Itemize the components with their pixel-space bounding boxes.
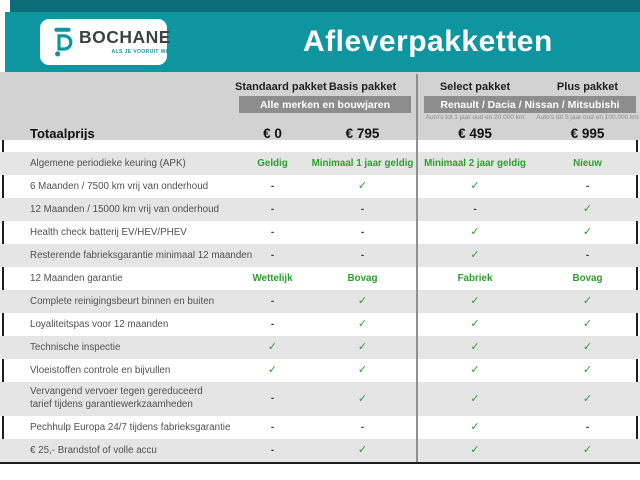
column-header-plus: Plus pakket — [556, 80, 619, 93]
cell-standaard: - — [270, 444, 275, 456]
row-label: 12 Maanden / 15000 km vrij van onderhoud — [30, 204, 219, 215]
page-title: Afleverpakketten — [303, 25, 553, 58]
total-price-label: Totaalprijs — [30, 125, 95, 141]
cell-plus: - — [585, 180, 590, 192]
cell-plus: - — [585, 421, 590, 433]
table-row — [0, 290, 640, 313]
cell-select: ✓ — [470, 364, 480, 376]
cell-basis: ✓ — [357, 180, 368, 192]
cell-basis: ✓ — [357, 341, 368, 353]
cell-select: Minimaal 2 jaar geldig — [424, 158, 526, 169]
cell-plus: ✓ — [582, 203, 593, 215]
cell-select: Fabriek — [457, 273, 493, 284]
feature-table — [0, 152, 640, 462]
cell-plus: ✓ — [582, 341, 593, 353]
cell-basis: ✓ — [357, 392, 368, 405]
cell-standaard: - — [270, 249, 275, 261]
table-row — [0, 198, 640, 221]
packages-sheet — [0, 72, 640, 464]
cell-standaard: Wettelijk — [252, 273, 293, 284]
row-label: 6 Maanden / 7500 km vrij van onderhoud — [30, 181, 209, 192]
cell-select: ✓ — [470, 226, 480, 238]
price-plus: € 995 — [570, 125, 605, 141]
header-top-accent — [10, 0, 640, 12]
note-select-pakket: Auto's tot 1 jaar oud en 20.000 km — [425, 114, 525, 121]
cell-standaard: - — [270, 203, 275, 215]
row-label: Technische inspectie — [30, 342, 121, 353]
row-label: Algemene periodieke keuring (APK) — [30, 158, 186, 169]
header-bar — [5, 12, 640, 72]
cell-basis: Minimaal 1 jaar geldig — [311, 158, 414, 169]
cell-plus: ✓ — [582, 295, 593, 307]
table-row — [0, 313, 640, 336]
table-row — [0, 244, 640, 267]
column-header-standaard: Standaard pakket — [235, 80, 327, 93]
header-table-gap — [0, 140, 640, 152]
cell-plus: Bovag — [572, 273, 603, 284]
table-row — [0, 416, 640, 439]
column-headers — [0, 79, 640, 94]
row-label: 12 Maanden garantie — [30, 273, 123, 284]
table-row — [0, 359, 640, 382]
row-label: Vloeistoffen controle en bijvullen — [30, 365, 171, 376]
cell-basis: - — [360, 203, 365, 215]
row-label: Health check batterij EV/HEV/PHEV — [30, 227, 187, 238]
logo-tagline: ALS JE VOORUIT WIL — [111, 48, 171, 55]
bochane-logo — [40, 19, 171, 65]
cell-basis: ✓ — [357, 364, 368, 376]
table-row — [0, 382, 640, 416]
badge-alle-merken: Alle merken en bouwjaren — [239, 96, 411, 113]
cell-basis: - — [360, 421, 365, 433]
cell-plus: - — [585, 249, 590, 261]
table-bottom-border — [0, 462, 640, 464]
logo-text-block — [79, 29, 171, 55]
cell-basis: - — [360, 249, 365, 261]
cell-plus: ✓ — [582, 226, 593, 238]
table-row — [0, 267, 640, 290]
cell-basis: - — [360, 226, 365, 238]
cell-select: - — [473, 203, 477, 215]
row-label: Pechhulp Europa 24/7 tijdens fabrieksgarantie — [30, 422, 231, 433]
cell-select: ✓ — [470, 318, 480, 330]
packages-header — [0, 72, 640, 140]
brand-badges — [0, 96, 640, 113]
cell-standaard: - — [270, 180, 275, 192]
cell-plus: ✓ — [582, 392, 593, 405]
badge-renault-dacia-nissan-mitsubishi: Renault / Dacia / Nissan / Mitsubishi — [424, 96, 636, 113]
table-row — [0, 175, 640, 198]
row-label: € 25,- Brandstof of volle accu — [30, 445, 157, 456]
table-row — [0, 221, 640, 244]
table-row — [0, 439, 640, 462]
row-label: Complete reinigingsbeurt binnen en buiten — [30, 296, 215, 307]
cell-select: ✓ — [470, 249, 480, 261]
totals-row — [0, 125, 640, 141]
cell-select: ✓ — [470, 180, 480, 192]
cell-standaard: - — [270, 295, 275, 307]
cell-standaard: - — [270, 421, 275, 433]
cell-basis: ✓ — [357, 295, 368, 307]
table-row — [0, 152, 640, 175]
cell-plus: Nieuw — [573, 158, 602, 169]
cell-basis: ✓ — [357, 444, 368, 456]
column-header-select: Select pakket — [439, 80, 511, 93]
cell-basis: ✓ — [357, 318, 368, 330]
cell-standaard: Geldig — [257, 158, 288, 169]
cell-standaard: ✓ — [267, 364, 278, 376]
price-standaard: € 0 — [263, 125, 282, 141]
logo-name: BOCHANE — [79, 27, 171, 48]
cell-select: ✓ — [470, 444, 480, 456]
cell-plus: ✓ — [582, 364, 593, 376]
price-select: € 495 — [458, 125, 492, 141]
cell-basis: Bovag — [347, 273, 378, 284]
bochane-logo-icon — [52, 26, 73, 58]
cell-standaard: ✓ — [267, 341, 278, 353]
note-plus-pakket: Auto's tot 5 jaar oud en 100.000 km — [536, 114, 639, 121]
table-row — [0, 336, 640, 359]
cell-select: ✓ — [470, 421, 480, 433]
cell-plus: ✓ — [582, 318, 593, 330]
cell-select: ✓ — [470, 295, 480, 307]
cell-plus: ✓ — [582, 444, 593, 456]
package-group-divider — [416, 74, 418, 462]
cell-select: ✓ — [470, 341, 480, 353]
cell-standaard: - — [270, 226, 275, 238]
cell-standaard: - — [270, 318, 275, 330]
price-basis: € 795 — [345, 125, 380, 141]
row-label: Vervangend vervoer tegen gereduceerd tarief tijdens garantiewerkzaamheden — [30, 386, 203, 410]
cell-standaard: - — [270, 393, 275, 404]
cell-select: ✓ — [470, 392, 480, 405]
row-label: Loyaliteitspas voor 12 maanden — [30, 319, 169, 330]
column-header-basis: Basis pakket — [328, 80, 397, 93]
package-notes — [0, 114, 640, 124]
row-label: Resterende fabrieksgarantie minimaal 12 maanden — [30, 250, 253, 261]
